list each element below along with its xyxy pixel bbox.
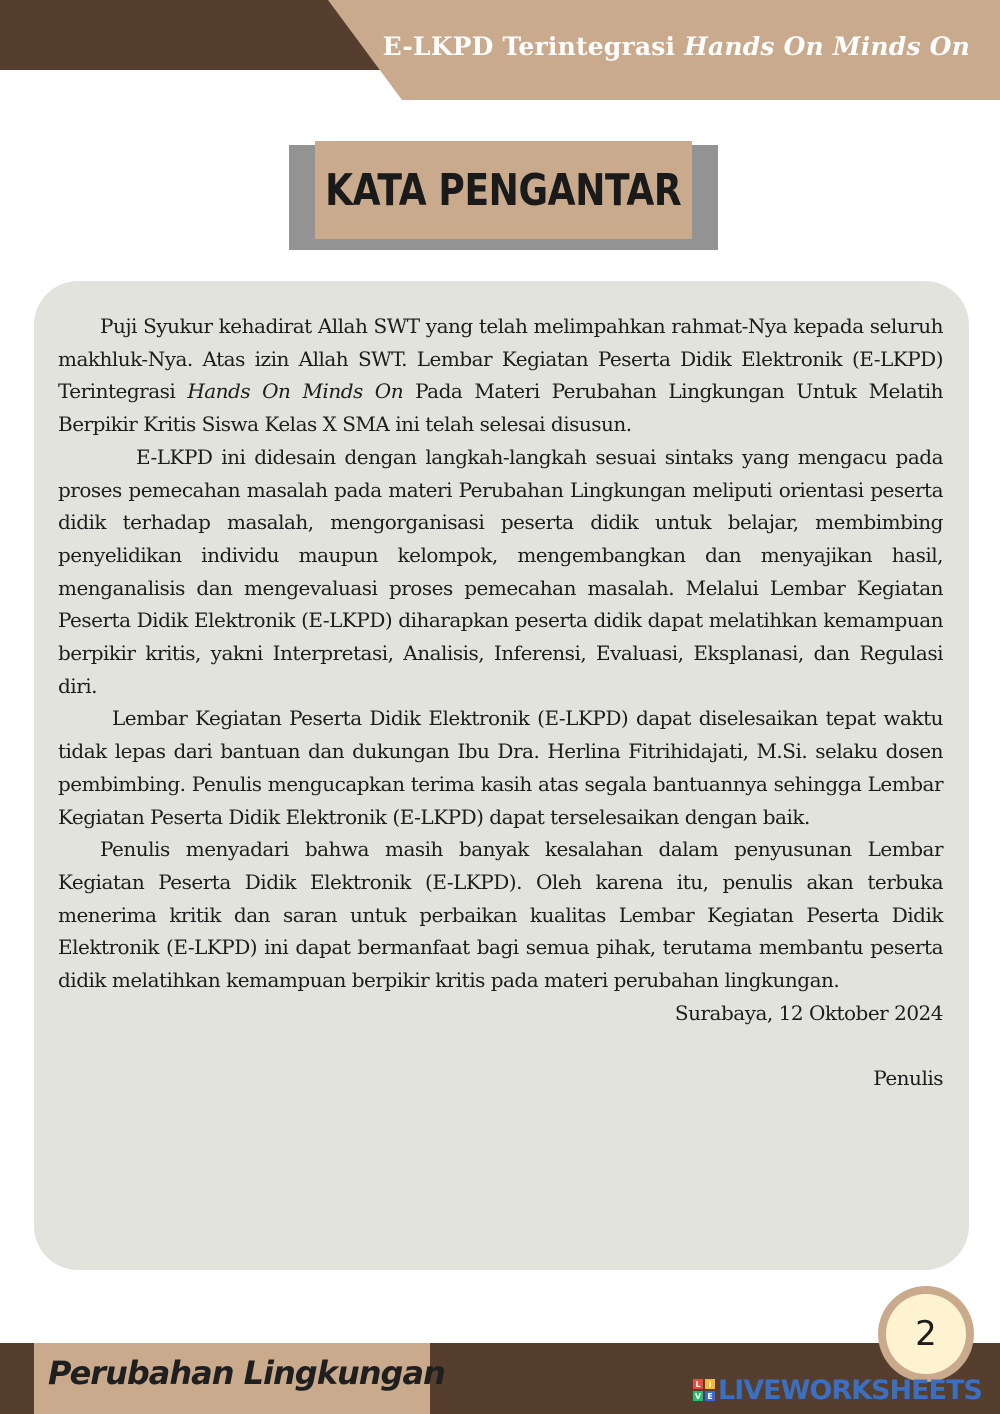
page-number: 2 xyxy=(915,1314,937,1354)
footer-topic: Perubahan Lingkungan xyxy=(48,1354,445,1392)
liveworksheets-logo-text: LIVEWORKSHEETS xyxy=(718,1374,982,1406)
liveworksheets-logo-icon xyxy=(693,1379,715,1401)
content-body xyxy=(58,310,943,1095)
title-box xyxy=(315,141,692,239)
header-title xyxy=(383,32,970,61)
page-title: KATA PENGANTAR xyxy=(325,164,682,216)
page-number-badge xyxy=(878,1286,974,1382)
paragraph-2: E-LKPD ini didesain dengan langkah-langkah sesuai sintaks yang mengacu pada proses pemecahan masalah pada materi Perubahan Lingkungan meliputi orientasi peserta didik terhadap masalah, mengorganisasi peserta didik untuk belajar, membimbing penyelidikan individu maupun kelompok, mengembangkan dan menyajikan hasil, menganalisis dan mengevaluasi proses pemecahan masalah. Melalui Lembar Kegiatan Peserta Didik Elektronik (E-LKPD) diharapkan peserta didik dapat melatihkan kemampuan berpikir kritis, yakni Interpretasi, Analisis, Inferensi, Evaluasi, Eksplanasi, dan Regulasi diri. xyxy=(58,444,943,698)
paragraph-3: Lembar Kegiatan Peserta Didik Elektronik (E-LKPD) dapat diselesaikan tepat waktu tidak lepas dari bantuan dan dukungan Ibu Dra. Herlina Fitrihidajati, M.Si. selaku dosen pembimbing. Penulis mengucapkan terima kasih atas segala bantuannya sehingga Lembar Kegiatan Peserta Didik Elektronik (E-LKPD) dapat terselesaikan dengan baik. xyxy=(58,706,943,829)
paragraph-1-italic: Hands On Minds On xyxy=(187,379,404,404)
logo-mark-letter: L xyxy=(693,1379,703,1389)
liveworksheets-logo[interactable] xyxy=(693,1376,982,1404)
logo-mark-letter: I xyxy=(705,1379,715,1389)
logo-mark-letter: V xyxy=(694,1391,702,1401)
paragraph-1-end: Pada Materi Perubahan Lingkungan Untuk Melatih Berpikir Kritis Siswa Kelas X SMA ini telah selesai disusun. xyxy=(58,379,944,437)
paragraph-1-start: Puji Syukur kehadirat Allah SWT yang telah melimpahkan rahmat-Nya kepada seluruh makhluk-Nya. Atas izin Allah SWT. Lembar Kegiatan Peserta Didik Elektronik (E-LKPD) Terintegrasi xyxy=(58,314,943,404)
paragraph-4: Penulis menyadari bahwa masih banyak kesalahan dalam penyusunan Lembar Kegiatan Peserta Didik Elektronik (E-LKPD). Oleh karena itu, penulis akan terbuka menerima kritik dan saran untuk perbaikan kualitas Lembar Kegiatan Peserta Didik Elektronik (E-LKPD) ini dapat bermanfaat bagi semua pihak, terutama membantu peserta didik melatihkan kemampuan berpikir kritis pada materi perubahan lingkungan. xyxy=(58,837,943,993)
paragraph-1 xyxy=(58,310,943,441)
date-line: Surabaya, 12 Oktober 2024 xyxy=(674,1000,943,1025)
author-line: Penulis xyxy=(873,1066,943,1091)
header-title-plain: E-LKPD Terintegrasi xyxy=(382,32,685,61)
logo-mark-letter: E xyxy=(705,1391,715,1401)
header-title-italic: Hands On Minds On xyxy=(684,32,970,61)
